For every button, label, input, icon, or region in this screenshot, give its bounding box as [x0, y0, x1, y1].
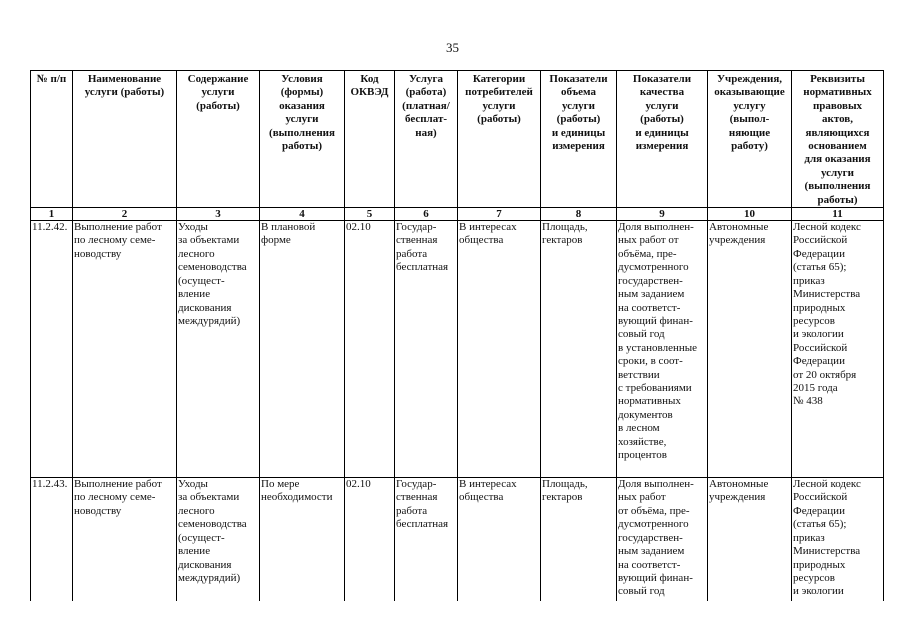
conditions-cell: По мере необходимости — [260, 478, 345, 602]
header-cell: Категории потребителей услуги (работы) — [458, 71, 541, 208]
header-cell: Показатели объема услуги (работы) и единицы измерения — [541, 71, 617, 208]
consumer-category-cell: В интересах общества — [458, 221, 541, 478]
column-number: 11 — [792, 208, 884, 221]
table-header-row — [31, 71, 884, 208]
payment-type-cell: Государ- ственная работа бесплатная — [395, 221, 458, 478]
payment-type-cell: Государ- ственная работа бесплатная — [395, 478, 458, 602]
row-number-cell: 11.2.43. — [31, 478, 73, 602]
header-cell: Условия (формы) оказания услуги (выполнения работы) — [260, 71, 345, 208]
quality-indicator-cell: Доля выполнен- ных работ от объёма, пре- дусмотренного государствен- ным заданием на соответст- вующий финан- совый год — [617, 478, 708, 602]
volume-indicator-cell: Площадь, гектаров — [541, 478, 617, 602]
table-row — [31, 478, 884, 602]
legal-basis-cell: Лесной кодекс Российской Федерации (статья 65); приказ Министерства природных ресурсов и экологии — [792, 478, 884, 602]
service-content-cell: Уходы за объектами лесного семеноводства (осущест- вление дискования междурядий) — [177, 478, 260, 602]
column-number: 5 — [345, 208, 395, 221]
okved-code-cell: 02.10 — [345, 221, 395, 478]
header-cell: Реквизиты нормативных правовых актов, являющихся основанием для оказания услуги (выполнения работы) — [792, 71, 884, 208]
column-number: 4 — [260, 208, 345, 221]
header-cell: Услуга (работа) (платная/ бесплат- ная) — [395, 71, 458, 208]
consumer-category-cell: В интересах общества — [458, 478, 541, 602]
page-number: 35 — [446, 40, 459, 55]
institution-cell: Автономные учреждения — [708, 221, 792, 478]
okved-code-cell: 02.10 — [345, 478, 395, 602]
quality-indicator-cell: Доля выполнен- ных работ от объёма, пре- дусмотренного государствен- ным заданием на соответст- вующий финан- совый год в установленные сроки, в соот- ветствии с требованиями нормативных документов в лесном хозяйстве, процентов — [617, 221, 708, 478]
header-cell: № п/п — [31, 71, 73, 208]
services-table — [30, 70, 884, 601]
service-name-cell: Выполнение работ по лесному семе- новодству — [73, 221, 177, 478]
column-number: 1 — [31, 208, 73, 221]
volume-indicator-cell: Площадь, гектаров — [541, 221, 617, 478]
legal-basis-cell: Лесной кодекс Российской Федерации (статья 65); приказ Министерства природных ресурсов и экологии Российской Федерации от 20 октября 2015 года № 438 — [792, 221, 884, 478]
column-number: 8 — [541, 208, 617, 221]
column-number: 2 — [73, 208, 177, 221]
header-cell: Содержание услуги (работы) — [177, 71, 260, 208]
column-number-row — [31, 208, 884, 221]
header-cell: Показатели качества услуги (работы) и единицы измерения — [617, 71, 708, 208]
row-number-cell: 11.2.42. — [31, 221, 73, 478]
column-number: 6 — [395, 208, 458, 221]
header-cell: Наименование услуги (работы) — [73, 71, 177, 208]
column-number: 9 — [617, 208, 708, 221]
table-row — [31, 221, 884, 478]
service-name-cell: Выполнение работ по лесному семе- новодству — [73, 478, 177, 602]
header-cell: Код ОКВЭД — [345, 71, 395, 208]
column-number: 10 — [708, 208, 792, 221]
service-content-cell: Уходы за объектами лесного семеноводства (осущест- вление дискования междурядий) — [177, 221, 260, 478]
column-number: 7 — [458, 208, 541, 221]
conditions-cell: В плановой форме — [260, 221, 345, 478]
institution-cell: Автономные учреждения — [708, 478, 792, 602]
column-number: 3 — [177, 208, 260, 221]
header-cell: Учреждения, оказывающие услугу (выпол- няющие работу) — [708, 71, 792, 208]
